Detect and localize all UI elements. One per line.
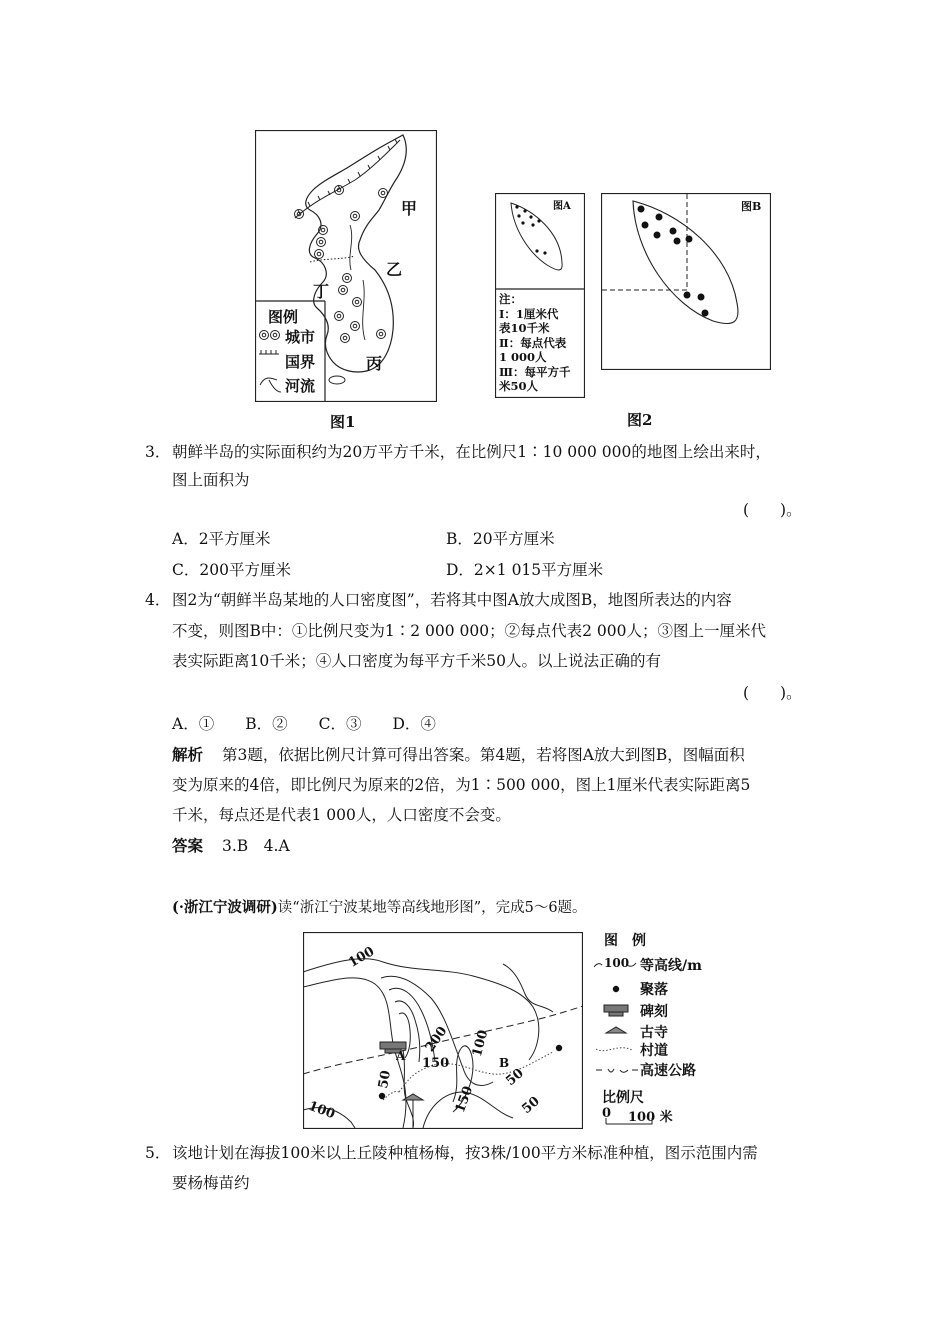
analysis-line1: 第3题，依据比例尺计算可得出答案。第4题，若将图A放大到图B，图幅面积 bbox=[222, 746, 745, 764]
note-line: 1 000人 bbox=[499, 350, 547, 364]
contour-label-150b: 150 bbox=[452, 1084, 477, 1115]
q4-number: 4． bbox=[145, 591, 171, 609]
figure-2-note bbox=[499, 292, 571, 394]
legend3-highway: 高速公路 bbox=[640, 1063, 696, 1079]
legend3-tablet: 碑刻 bbox=[640, 1004, 668, 1020]
contour-label-50: 50 bbox=[503, 1065, 527, 1090]
figure-2-caption: 图2 bbox=[627, 411, 653, 429]
legend-city: 城市 bbox=[285, 328, 316, 346]
map-b-dots bbox=[638, 206, 709, 317]
note-line: 米50人 bbox=[499, 379, 539, 393]
q3-line1: 朝鲜半岛的实际面积约为20万平方千米，在比例尺1∶10 000 000的地图上绘出来时， bbox=[172, 443, 771, 461]
note-line: 注： bbox=[499, 292, 522, 306]
contour-label-100b: 100 bbox=[469, 1028, 492, 1059]
section2-intro bbox=[172, 893, 587, 923]
legend3-scale-zero: 0 bbox=[602, 1106, 612, 1121]
q4-line1: 图2为“朝鲜半岛某地的人口密度图”，若将其中图A放大成图B，地图所表达的内容 bbox=[172, 591, 732, 609]
legend3-settlement: 聚落 bbox=[640, 982, 668, 998]
q5-line1: 该地计划在海拔100米以上丘陵种植杨梅，按3株/100平方米标准种植，图示范围内需 bbox=[172, 1144, 758, 1162]
legend3-contour: 等高线/m bbox=[640, 958, 702, 974]
q4-answer-bracket: ( )。 bbox=[743, 684, 802, 702]
q3-option-c[interactable]: C．200平方厘米 bbox=[172, 561, 291, 579]
point-b-label: B bbox=[499, 1056, 510, 1070]
figure-3 bbox=[303, 932, 583, 1129]
answer-label: 答案 bbox=[172, 836, 204, 855]
point-a-label: A bbox=[396, 1049, 406, 1063]
note-line: 表10千米 bbox=[499, 321, 550, 335]
place-ding: 丁 bbox=[313, 282, 330, 301]
place-bing: 丙 bbox=[366, 354, 383, 373]
figure-1-caption: 图1 bbox=[330, 413, 356, 431]
legend-title: 图例 bbox=[268, 308, 299, 326]
q4-line2: 不变，则图B中：①比例尺变为1∶2 000 000；②每点代表2 000人；③图上一厘米代 bbox=[172, 622, 767, 640]
q5-line2: 要杨梅苗约 bbox=[172, 1174, 250, 1192]
intro-source: (·浙江宁波调研) bbox=[172, 899, 278, 916]
map-a-title: 图A bbox=[553, 201, 571, 212]
place-yi: 乙 bbox=[386, 260, 403, 279]
contour-label-200: 200 bbox=[422, 1024, 451, 1055]
q4-line3: 表实际距离10千米；④人口密度为每平方千米50人。以上说法正确的有 bbox=[172, 652, 661, 670]
analysis-label: 解析 bbox=[172, 745, 204, 764]
analysis-line3: 千米，每点还是代表1 000人，人口密度不会变。 bbox=[172, 806, 511, 824]
note-line: Ⅲ：每平方千 bbox=[499, 364, 571, 379]
korea-map bbox=[255, 130, 437, 402]
figure-2b bbox=[601, 193, 771, 370]
q3-number: 3． bbox=[145, 443, 171, 461]
map-b-title: 图B bbox=[741, 200, 762, 213]
q3-option-a[interactable]: A．2平方厘米 bbox=[172, 530, 271, 548]
figure-3-legend bbox=[594, 930, 724, 1130]
legend3-village-road: 村道 bbox=[640, 1043, 668, 1059]
legend-border: 国界 bbox=[285, 353, 316, 371]
legend3-scale-value: 100 米 bbox=[628, 1110, 673, 1125]
q3-answer-bracket: ( )。 bbox=[743, 501, 802, 519]
contour-label-100: 100 bbox=[346, 944, 378, 971]
analysis-line2: 变为原来的4倍，即比例尺为原来的2倍，为1∶500 000，图上1厘米代表实际距离5 bbox=[172, 776, 751, 794]
legend-river: 河流 bbox=[285, 377, 316, 395]
contour-label-100c: 100 bbox=[306, 1098, 337, 1123]
q4-options[interactable]: A．① B．② C．③ D．④ bbox=[172, 715, 436, 733]
q3-option-d[interactable]: D．2×1 015平方厘米 bbox=[446, 561, 604, 579]
answer-text: 3.B 4.A bbox=[222, 837, 290, 855]
q5-number: 5． bbox=[145, 1144, 171, 1162]
contour-label-150: 150 bbox=[422, 1056, 450, 1071]
intro-text: 读“浙江宁波某地等高线地形图”，完成5～6题。 bbox=[277, 900, 587, 916]
q3-line2: 图上面积为 bbox=[172, 471, 250, 489]
place-jia: 甲 bbox=[401, 199, 418, 218]
q3-option-b[interactable]: B．20平方厘米 bbox=[446, 530, 555, 548]
figure-1 bbox=[255, 130, 437, 402]
settlement-dot bbox=[379, 1093, 385, 1099]
legend3-title: 图 例 bbox=[604, 933, 646, 949]
note-line: Ⅰ：1厘米代 bbox=[499, 306, 559, 321]
note-line: Ⅱ：每点代表 bbox=[499, 335, 567, 350]
figure-2a bbox=[495, 193, 585, 398]
contour-label-50c: 50 bbox=[376, 1069, 395, 1090]
legend3-scale-title: 比例尺 bbox=[602, 1090, 644, 1106]
legend3-contour-sample: 100 bbox=[604, 956, 630, 970]
settlement-dot bbox=[556, 1045, 562, 1051]
contour-label-50b: 50 bbox=[519, 1093, 543, 1118]
legend3-temple: 古寺 bbox=[640, 1025, 668, 1041]
